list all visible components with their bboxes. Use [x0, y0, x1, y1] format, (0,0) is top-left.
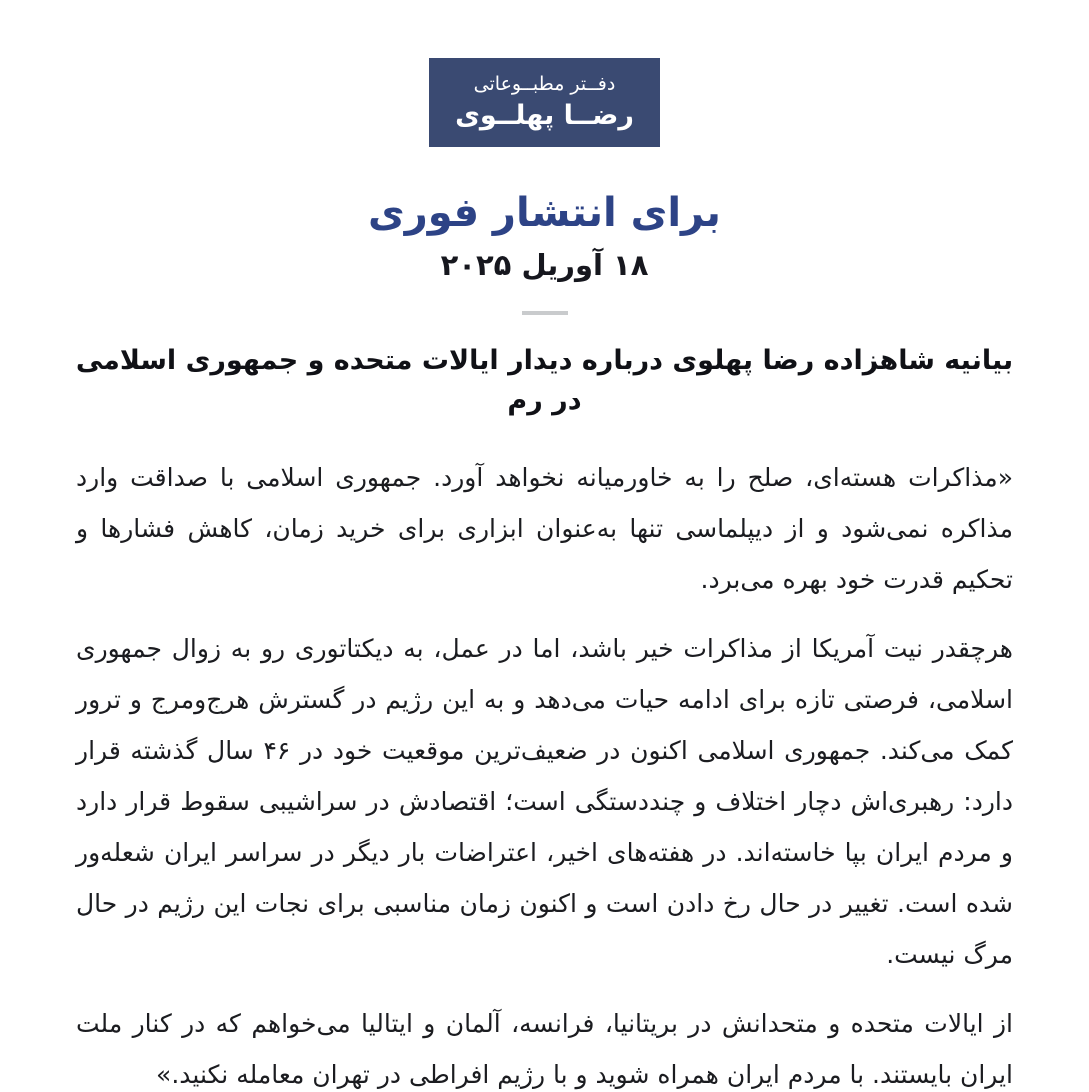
statement-paragraph-3: از ایالات متحده و متحدانش در بریتانیا، فرانسه، آلمان و ایتالیا می‌خواهم که در کنار ملت ایران بایستند. با مردم ایران همراه شوید و با رژیم افراطی در تهران معامله نکنید.»	[76, 1008, 1013, 1089]
logo-name-label: رضــا پهلــوی	[455, 100, 634, 132]
logo-office-label: دفــتر مطبــوعاتی	[473, 73, 616, 95]
press-office-logo	[429, 58, 660, 147]
statement-paragraph-2: هرچقدر نیت آمریکا از مذاکرات خیر باشد، اما در عمل، به دیکتاتوری رو به زوال جمهوری اسلامی، فرصتی تازه برای ادامه حیات می‌دهد و به این رژیم در گسترش هرج‌ومرج و ترور کمک می‌کند. جمهوری اسلامی اکنون در ضعیف‌ترین موقعیت خود در ۴۶ سال گذشته قرار دارد: رهبری‌اش دچار اختلاف و چنددستگی است؛ اقتصادش در سراشیبی سقوط قرار دارد و مردم ایران بپا خاسته‌اند. در هفته‌های اخیر، اعتراضات بار دیگر در سراسر ایران شعله‌ور شده است. تغییر در حال رخ دادن است و اکنون زمان مناسبی برای نجات این رژیم در حال مرگ نیست.	[76, 633, 1013, 969]
statement-body	[76, 452, 1013, 1092]
statement-paragraph-1: «مذاکرات هسته‌ای، صلح را به خاورمیانه نخواهد آورد. جمهوری اسلامی با صداقت وارد مذاکره نمی‌شود و از دیپلماسی تنها به‌عنوان ابزاری برای خرید زمان، کاهش فشارها و تحکیم قدرت خود بهره می‌برد.	[76, 462, 1013, 594]
release-date: ۱۸ آوریل ۲۰۲۵	[440, 248, 649, 283]
statement-title: بیانیه شاهزاده رضا پهلوی درباره دیدار ایالات متحده و جمهوری اسلامی در رم	[75, 344, 1014, 417]
section-divider	[522, 311, 568, 315]
release-heading: برای انتشار فوری	[368, 190, 721, 237]
